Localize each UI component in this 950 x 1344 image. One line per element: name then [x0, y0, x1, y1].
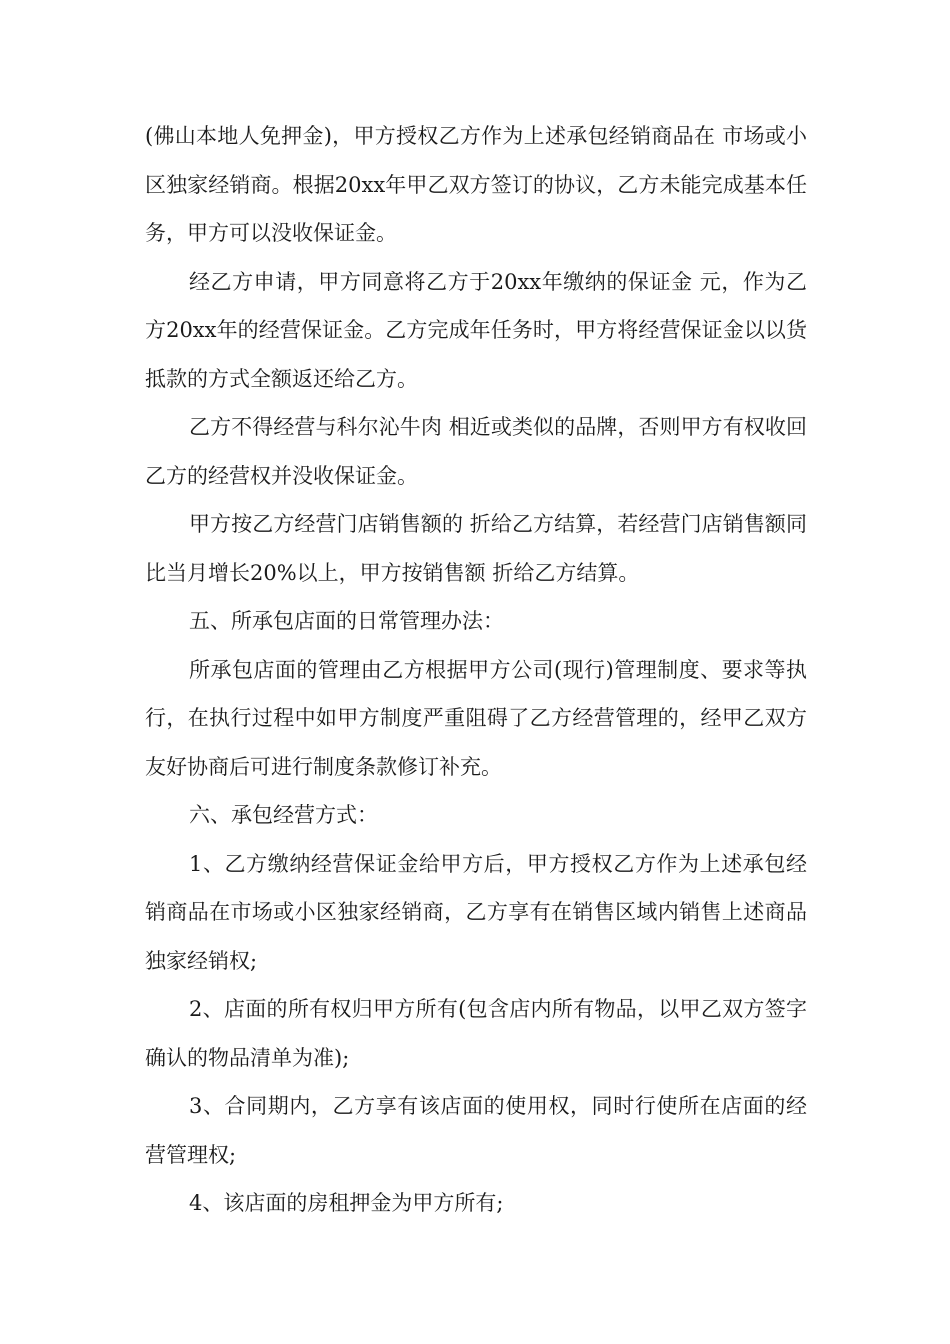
section-heading-five: 五、所承包店面的日常管理办法： [189, 609, 504, 633]
clause-item-3: 3、合同期内，乙方享有该店面的使用权，同时行使所在店面的经营管理权; [145, 1094, 807, 1167]
paragraph-brand-restriction: 乙方不得经营与科尔沁牛肉 相近或类似的品牌，否则甲方有权收回乙方的经营权并没收保证金。 [145, 415, 807, 488]
clause-item-2: 2、店面的所有权归甲方所有(包含店内所有物品，以甲乙双方签字确认的物品清单为准); [145, 997, 807, 1070]
paragraph-deposit-application: 经乙方申请，甲方同意将乙方于20xx年缴纳的保证金 元，作为乙方20xx年的经营保证金。乙方完成年任务时，甲方将经营保证金以以货抵款的方式全额返还给乙方。 [145, 269, 807, 391]
paragraph-deposit-continuation: (佛山本地人免押金)，甲方授权乙方作为上述承包经销商品在 市场或小区独家经销商。根据20xx年甲乙双方签订的协议，乙方未能完成基本任务，甲方可以没收保证金。 [145, 124, 807, 245]
paragraph-store-management: 所承包店面的管理由乙方根据甲方公司(现行)管理制度、要求等执行，在执行过程中如甲方制度严重阻碍了乙方经营管理的，经甲乙双方友好协商后可进行制度条款修订补充。 [145, 657, 807, 779]
paragraph-settlement-terms: 甲方按乙方经营门店销售额的 折给乙方结算，若经营门店销售额同比当月增长20%以上，甲方按销售额 折给乙方结算。 [145, 512, 807, 585]
clause-item-1: 1、乙方缴纳经营保证金给甲方后，甲方授权乙方作为上述承包经销商品在市场或小区独家经销商，乙方享有在销售区域内销售上述商品独家经销权; [145, 851, 807, 973]
section-heading-six: 六、承包经营方式： [189, 803, 378, 827]
clause-item-4: 4、该店面的房租押金为甲方所有; [189, 1191, 504, 1215]
document-body [145, 112, 807, 1228]
